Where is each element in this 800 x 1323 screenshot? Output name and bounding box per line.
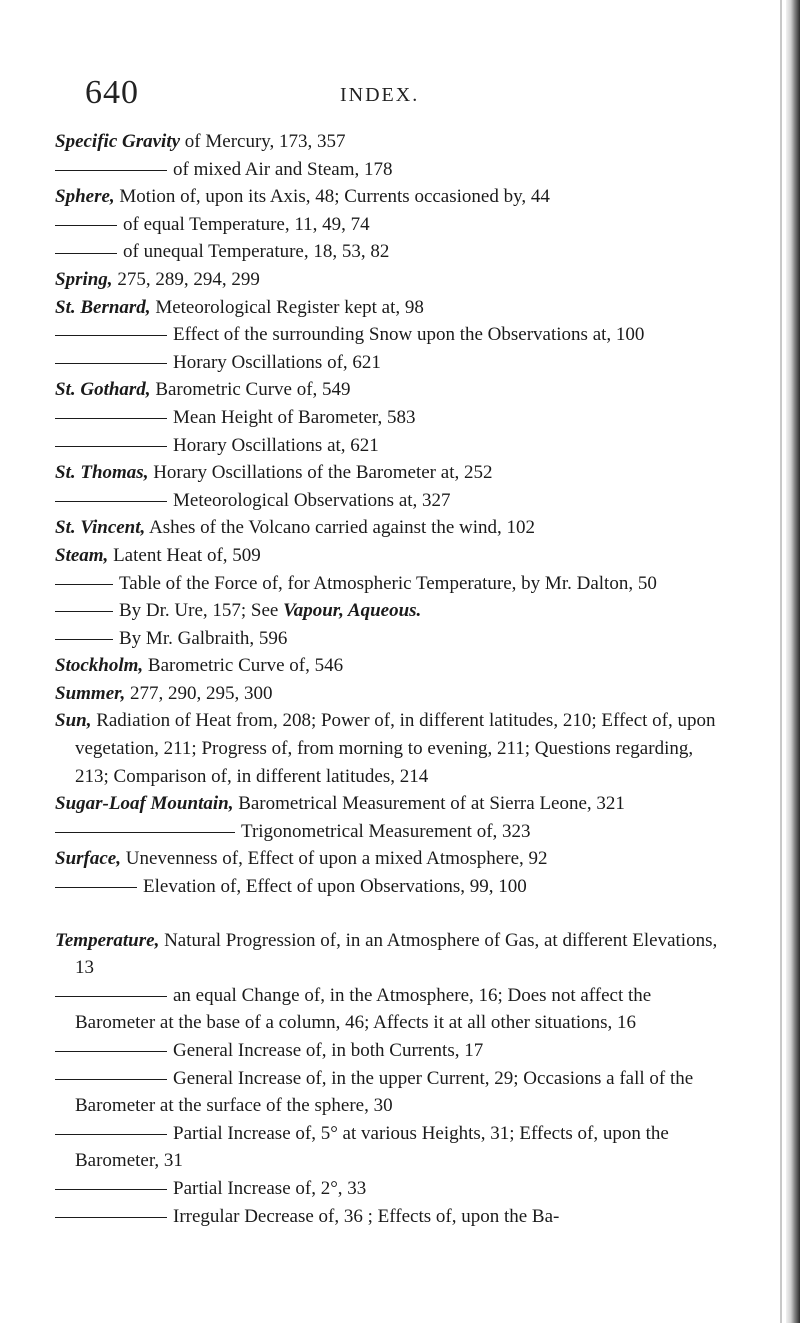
index-entry: [55, 183, 720, 211]
entry-term: St. Gothard,: [55, 379, 151, 401]
entry-text: Mean Height of Barometer, 583: [173, 406, 416, 428]
ditto-rule: [55, 1134, 167, 1135]
page-edge-shadow: [786, 0, 800, 1323]
entry-term: St. Thomas,: [55, 462, 149, 484]
entry-term: Stockholm,: [55, 655, 144, 677]
index-subentry: [55, 570, 720, 598]
page-edge-line: [780, 0, 782, 1323]
index-entry: [55, 294, 720, 322]
entry-text: Horary Oscillations of the Barometer at, 252: [148, 462, 493, 484]
ditto-rule: [55, 363, 167, 364]
running-head: INDEX.: [340, 84, 420, 106]
ditto-rule: [55, 584, 113, 585]
ditto-rule: [55, 1051, 167, 1052]
entry-text: Partial Increase of, 2°, 33: [173, 1177, 367, 1199]
index-subentry: [55, 156, 720, 184]
entry-text: General Increase of, in the upper Current, 29; Occasions a fall of the Barometer at the surface of the sphere, 30: [75, 1067, 694, 1117]
entry-text: Unevenness of, Effect of upon a mixed Atmosphere, 92: [120, 848, 548, 870]
section-gap: [55, 901, 720, 927]
ditto-rule: [55, 832, 235, 833]
ditto-rule: [55, 225, 117, 226]
index-subentry: [55, 625, 720, 653]
index-subentry: [55, 321, 720, 349]
index-subentry: [55, 487, 720, 515]
index-subentry: [55, 982, 720, 1037]
entry-text: of equal Temperature, 11, 49, 74: [123, 213, 370, 235]
index-subentry: [55, 432, 720, 460]
ditto-rule: [55, 639, 113, 640]
ditto-rule: [55, 335, 167, 336]
index-subentry: [55, 404, 720, 432]
entry-text: 277, 290, 295, 300: [125, 682, 273, 704]
index-subentry: [55, 873, 720, 901]
index-subentry: [55, 1065, 720, 1120]
entry-term: St. Bernard,: [55, 296, 151, 318]
entry-term: St. Vincent,: [55, 517, 146, 539]
entry-text: By Dr. Ure, 157; See: [119, 600, 284, 622]
index-subentry: [55, 597, 720, 625]
ditto-rule: [55, 446, 167, 447]
index-subentry: [55, 1120, 720, 1175]
entry-term: Specific Gravity: [55, 131, 181, 152]
entry-term: Steam,: [55, 544, 109, 566]
ditto-rule: [55, 1079, 167, 1080]
index-entry: [55, 790, 720, 818]
entry-text: Meteorological Observations at, 327: [173, 489, 451, 511]
ditto-rule: [55, 887, 137, 888]
entry-term: Sphere,: [55, 186, 115, 208]
index-subentry: [55, 1037, 720, 1065]
entry-text: Natural Progression of, in an Atmosphere of Gas, at different Elevations, 13: [75, 929, 718, 979]
entry-text: an equal Change of, in the Atmosphere, 16; Does not affect the Barometer at the base of a column, 46; Affects it at all other situations, 16: [75, 984, 652, 1034]
entry-text: Radiation of Heat from, 208; Power of, in different latitudes, 210; Effect of, upon vegetation, 211; Progress of, from morning to evening, 211; Questions regarding, 213; Comparison of, in different latitudes, 214: [75, 710, 716, 787]
entry-term: Sugar-Loaf Mountain,: [55, 793, 234, 815]
entry-text: of mixed Air and Steam, 178: [173, 158, 393, 180]
entry-text: General Increase of, in both Currents, 17: [173, 1040, 484, 1061]
index-subentry: [55, 1203, 720, 1231]
entry-text: Partial Increase of, 5° at various Heights, 31; Effects of, upon the Barometer, 31: [75, 1122, 669, 1172]
index-subentry: [55, 818, 720, 846]
entry-text: Latent Heat of, 509: [108, 544, 261, 566]
index-entry: [55, 707, 720, 790]
page-header: [85, 74, 725, 110]
entry-term: Surface,: [55, 848, 121, 870]
page-number: 640: [85, 74, 139, 111]
index-entry: [55, 542, 720, 570]
index-entry: [55, 266, 720, 294]
entry-text: Horary Oscillations of, 621: [173, 351, 381, 373]
index-entry: [55, 652, 720, 680]
index-entry: [55, 376, 720, 404]
ditto-rule: [55, 501, 167, 502]
entry-text: Horary Oscillations at, 621: [173, 434, 379, 456]
entry-text: Barometric Curve of, 546: [143, 655, 344, 677]
ditto-rule: [55, 1217, 167, 1218]
index-entry: [55, 845, 720, 873]
ditto-rule: [55, 996, 167, 997]
ditto-rule: [55, 418, 167, 419]
entry-text: Motion of, upon its Axis, 48; Currents occasioned by, 44: [114, 186, 550, 208]
entry-text: Ashes of the Volcano carried against the wind, 102: [145, 517, 536, 539]
entry-term: Temperature,: [55, 929, 160, 951]
entry-text: Barometrical Measurement of at Sierra Leone, 321: [233, 793, 625, 815]
entry-text: 275, 289, 294, 299: [112, 268, 260, 290]
entry-text: Table of the Force of, for Atmospheric Temperature, by Mr. Dalton, 50: [119, 572, 657, 594]
entry-text: Elevation of, Effect of upon Observations, 99, 100: [143, 876, 527, 898]
index-subentry: [55, 238, 720, 266]
entry-text: Effect of the surrounding Snow upon the Observations at, 100: [173, 324, 645, 346]
index-subentry: [55, 349, 720, 377]
entry-text: of unequal Temperature, 18, 53, 82: [123, 241, 390, 263]
index-body: [55, 128, 720, 1230]
ditto-rule: [55, 253, 117, 254]
index-entry: [55, 459, 720, 487]
index-entry: [55, 927, 720, 982]
entry-text: Meteorological Register kept at, 98: [150, 296, 424, 318]
entry-term: Summer,: [55, 682, 126, 704]
index-entry: [55, 680, 720, 708]
entry-text: of Mercury, 173, 357: [180, 131, 346, 152]
entry-text: Trigonometrical Measurement of, 323: [241, 820, 531, 842]
cross-reference: Vapour, Aqueous.: [283, 600, 422, 622]
entry-text: By Mr. Galbraith, 596: [119, 627, 288, 649]
ditto-rule: [55, 611, 113, 612]
index-subentry: [55, 211, 720, 239]
ditto-rule: [55, 1189, 167, 1190]
index-entry: [55, 514, 720, 542]
entry-term: Spring,: [55, 268, 113, 290]
index-subentry: [55, 1175, 720, 1203]
entry-text: Irregular Decrease of, 36 ; Effects of, upon the Ba-: [173, 1205, 560, 1227]
entry-text: Barometric Curve of, 549: [150, 379, 351, 401]
ditto-rule: [55, 170, 167, 171]
entry-term: Sun,: [55, 710, 92, 732]
index-entry: [55, 128, 720, 156]
